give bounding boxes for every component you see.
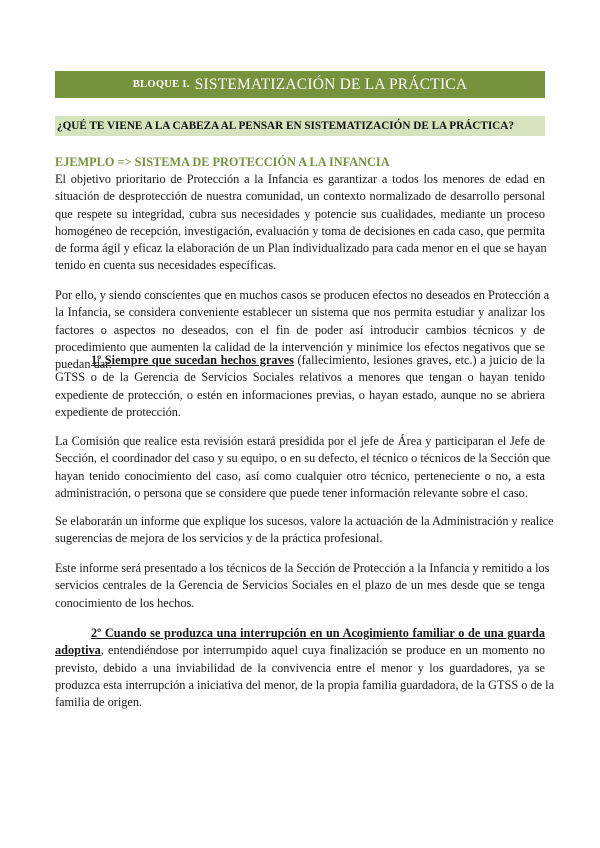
text-line: La Comisión que realice esta revisión estará presidida por el jefe de Área y participaran el Jefe de (55, 434, 545, 448)
text-line: hayan tenido conocimiento del caso, así como cualquier otro técnico, perteneciente o no, a esta (55, 468, 545, 483)
text-line: expediente de protección. (55, 404, 181, 419)
text-line: El objetivo prioritario de Protección a la Infancia es garantizar a todos los menores de edad en (55, 172, 545, 186)
text-line: situación de desprotección de nuestra comunidad, un contexto normalizado de desarrollo personal (55, 189, 545, 204)
text-line: sugerencias de mejora de los servicios y de la práctica profesional. (55, 531, 383, 546)
text-line: factores o aspectos no deseados, con el fin de poder así introducir cambios técnicos y de (55, 322, 545, 337)
paragraph-1 (55, 171, 545, 275)
text-line (55, 352, 545, 369)
text-line: servicios centrales de la Gerencia de Servicios Sociales en el plazo de un mes desde que se tenga (55, 578, 545, 593)
text-fragment: , entendiéndose por interrumpido aquel cuya finalización se produce en un momento no (100, 643, 545, 658)
text-line: de forma ágil y eficaz la elaboración de un Plan individualizado para cada menor en el que se hayan (55, 241, 547, 256)
text-line: Este informe será presentado a los técnicos de la Sección de Protección a la Infancia y remitido a los (55, 561, 550, 575)
text-line: tenido en cuenta sus necesidades específicas. (55, 258, 277, 273)
text-line: familia de origen. (55, 695, 143, 710)
text-line: que respete su integridad, cubra sus necesidades y potencie sus cualidades, mediante un proceso (55, 206, 545, 221)
paragraph-7 (55, 625, 555, 711)
text-line: administración, o persona que se considere que puede tener información relevante sobre el caso. (55, 485, 528, 500)
text-line: previsto, debido a una inviabilidad de la convivencia entre el menor y los guardadores, ya se (55, 660, 545, 675)
item-1-lead: 1º Siempre que sucedan hechos graves (91, 353, 294, 367)
text-line (55, 642, 545, 659)
section-title-bar (55, 71, 545, 98)
item-2-lead: 2º Cuando se produzca una interrupción en un Acogimiento familiar o de una guarda (91, 626, 545, 640)
text-line: Por ello, y siendo conscientes que en muchos casos se producen efectos no deseados en Protección a (55, 288, 550, 302)
text-line: produzca esta interrupción a iniciativa del menor, de la propia familia guardadora, de la GTSS o de la (55, 677, 555, 692)
block-label: BLOQUE I. (132, 79, 190, 90)
text-line: homogéneo de recepción, investigación, evaluación y toma de decisiones en cada caso, que permita (55, 223, 545, 238)
paragraph-4 (55, 433, 551, 502)
text-line: expediente de protección, o estén en informaciones previas, o hayan estado, aunque no se abriera (55, 387, 545, 402)
text-line: Se elaborarán un informe que explique los sucesos, valore la actuación de la Administración y realice (55, 514, 554, 528)
text-line: la Infancia, se considera conveniente establecer un sistema que nos permita estudiar y analizar los (55, 305, 545, 320)
question-heading: ¿QUÉ TE VIENE A LA CABEZA AL PENSAR EN SISTEMATIZACIÓN DE LA PRÁCTICA? (57, 120, 514, 132)
item-2-lead-cont: adoptiva (55, 643, 101, 658)
text-line: conocimiento de los hechos. (55, 595, 195, 610)
text-line: GTSS o de la Gerencia de Servicios Sociales relativos a menores que tengan o hayan tenido (55, 370, 545, 385)
text-line: Sección, el coordinador del caso y su equipo, o en su defecto, el técnico o técnicos de la Sección que (55, 451, 551, 466)
example-heading: EJEMPLO => SISTEMA DE PROTECCIÓN A LA INFANCIA (55, 155, 390, 169)
paragraph-6 (55, 560, 550, 612)
paragraph-3 (55, 352, 545, 421)
block-title: SISTEMATIZACIÓN DE LA PRÁCTICA (194, 75, 468, 93)
text-line (55, 625, 545, 642)
text-fragment: (fallecimiento, lesiones graves, etc.) a juicio de la (293, 353, 545, 367)
text-line: puedan dar. (55, 357, 112, 372)
text-line: procedimiento que aumenten la calidad de la intervención y minimice los efectos negativos que se (55, 339, 545, 354)
paragraph-5 (55, 513, 554, 548)
question-heading-bar (55, 116, 545, 136)
